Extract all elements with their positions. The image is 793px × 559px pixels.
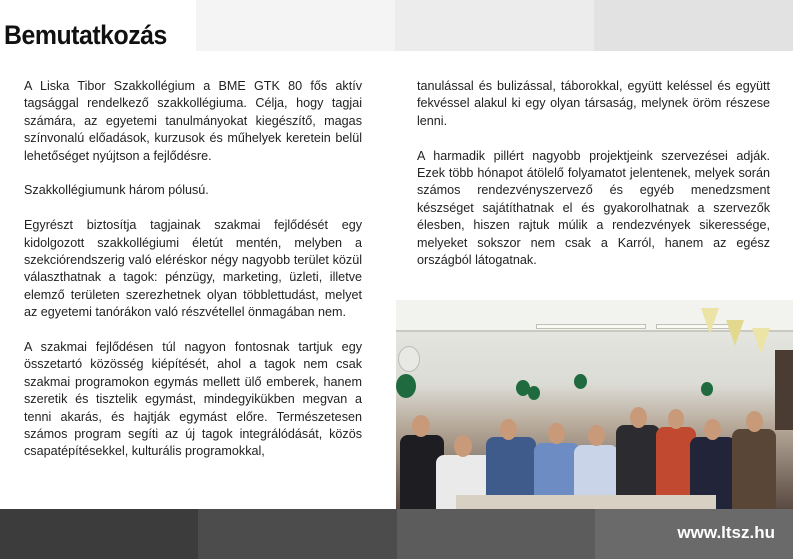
website-link[interactable]: www.ltsz.hu (677, 523, 775, 542)
group-photo (396, 300, 793, 509)
page-title: Bemutatkozás (4, 20, 167, 50)
paragraph-three-poles: Szakkollégiumunk három pólusú. (24, 183, 209, 198)
right-text-column (417, 78, 770, 287)
paragraph-community-cont: tanulással és bulizással, táborokkal, együtt keléssel és együtt fekvéssel alakul ki egy olyan társaság, melynek öröm részese lenni. (417, 79, 770, 128)
header-decor-bar (196, 0, 793, 51)
paragraph-professional: Egyrészt biztosítja tagjainak szakmai fejlődését egy kidolgozott szakkollégiumi életút mentén, melyben a szekciórendszerig való eléréskor négy nagyobb terület közül választhatnak a tagok: pénzügy, marketing, üzleti, illetve elemző területen szerezhetnek olyan többlettudást, melyet az egyetemi tanórákon való részvétellel önmagában nem. (24, 218, 362, 320)
paragraph-projects: A harmadik pillért nagyobb projektjeink szervezései adják. Ezek több hónapot átölelő folyamatot jelentenek, melyek során számos rendezvényszervező és egyéb menedzsment készséget sajátíthatnak el és gyakorolhatnak a szervezők élesben, hiszen rajtuk múlik a rendezvények sikeressége, melyeket sokszor nem csak a Karról, hanem az egész országból látogatnak. (417, 148, 770, 268)
footer-bar (0, 509, 793, 559)
paragraph-intro: A Liska Tibor Szakkollégium a BME GTK 80 fős aktív tagsággal rendelkező szakkollégiuma. Célja, hogy tagjai számára, az egyetemi tanulmányokat kiegészítő, magas színvonalú előadások, kurzusok és műhelyek keretein belül lehetőséget nyújtson a fejlődésre. (24, 79, 362, 163)
left-text-column (24, 78, 362, 478)
paragraph-community: A szakmai fejlődésen túl nagyon fontosnak tartjuk egy összetartó közösség kiépítését, ahol a tagok nem csak szakmai programokon egymás mellett ülő emberek, hanem szeretik és tisztelik egymást, mindegyikükben megvan a tenni akarás, és hajtják egymást előre. Természetesen számos program segíti az új tagok integrálódását, közös csapatépítésekkel, kulturális programokkal, (24, 340, 362, 459)
